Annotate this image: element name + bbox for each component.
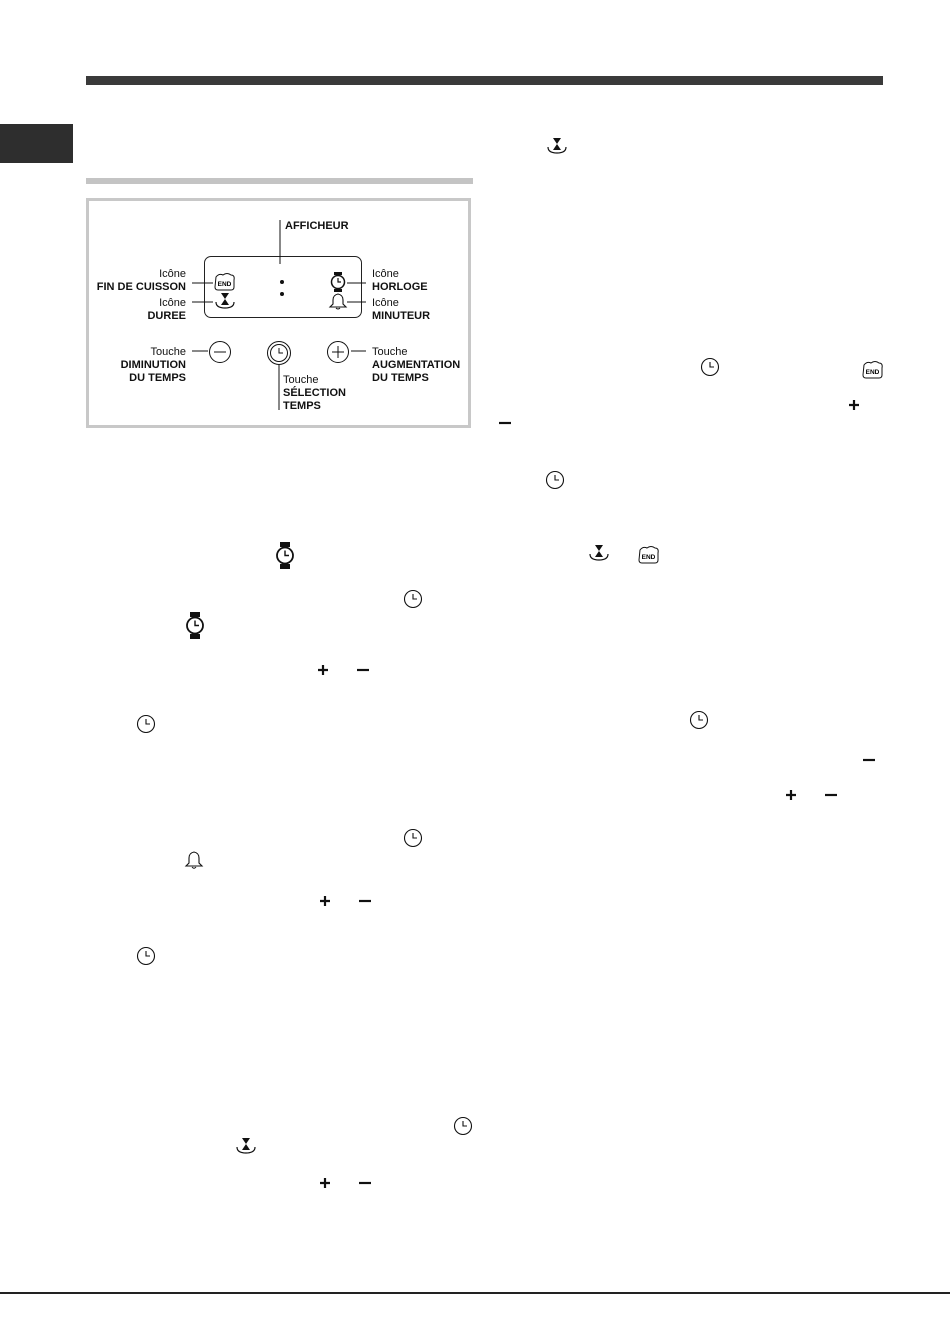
end-icon xyxy=(861,360,885,380)
end-icon xyxy=(213,272,237,292)
select-key-icon xyxy=(403,828,423,848)
minus-key-caption: Touche DIMINUTION DU TEMPS xyxy=(120,346,186,384)
minus-icon xyxy=(824,788,838,802)
minus-icon xyxy=(358,1176,372,1190)
clock-icon xyxy=(276,542,294,569)
end-icon-caption: Icône FIN DE CUISSON xyxy=(96,268,186,293)
plus-key[interactable] xyxy=(326,340,350,364)
plus-icon xyxy=(318,1176,332,1190)
select-key-caption: Touche SÉLECTION TEMPS xyxy=(283,374,346,412)
end-icon xyxy=(637,545,661,565)
select-key-icon xyxy=(689,710,709,730)
select-key-icon xyxy=(545,470,565,490)
hourglass-icon xyxy=(587,544,611,562)
hourglass-icon xyxy=(545,137,569,155)
hourglass-icon xyxy=(213,292,237,310)
bell-icon xyxy=(185,851,203,870)
minus-icon xyxy=(498,416,512,430)
duration-icon-caption: Icône DUREE xyxy=(147,297,186,322)
minus-key[interactable] xyxy=(208,340,232,364)
select-key-icon xyxy=(403,589,423,609)
select-key-icon xyxy=(453,1116,473,1136)
hourglass-icon xyxy=(234,1137,258,1155)
plus-icon xyxy=(784,788,798,802)
timer-icon-caption: Icône MINUTEUR xyxy=(372,297,431,322)
end-icon-text: END xyxy=(217,281,232,288)
select-key[interactable] xyxy=(266,340,292,366)
plus-icon xyxy=(847,398,861,412)
svg-text:END: END xyxy=(641,554,656,561)
minus-icon xyxy=(356,663,370,677)
display-label: AFFICHEUR xyxy=(285,220,349,232)
minus-icon xyxy=(862,753,876,767)
select-key-icon xyxy=(136,946,156,966)
plus-icon xyxy=(316,663,330,677)
clock-icon xyxy=(330,272,346,292)
bell-icon xyxy=(329,293,347,310)
plus-key-caption: Touche AUGMENTATION DU TEMPS xyxy=(372,346,461,384)
select-key-icon xyxy=(700,357,720,377)
clock-icon xyxy=(186,612,204,639)
minus-icon xyxy=(358,894,372,908)
select-key-icon xyxy=(136,714,156,734)
svg-text:END: END xyxy=(865,369,880,376)
clock-icon-caption: Icône HORLOGE xyxy=(372,268,428,293)
plus-icon xyxy=(318,894,332,908)
